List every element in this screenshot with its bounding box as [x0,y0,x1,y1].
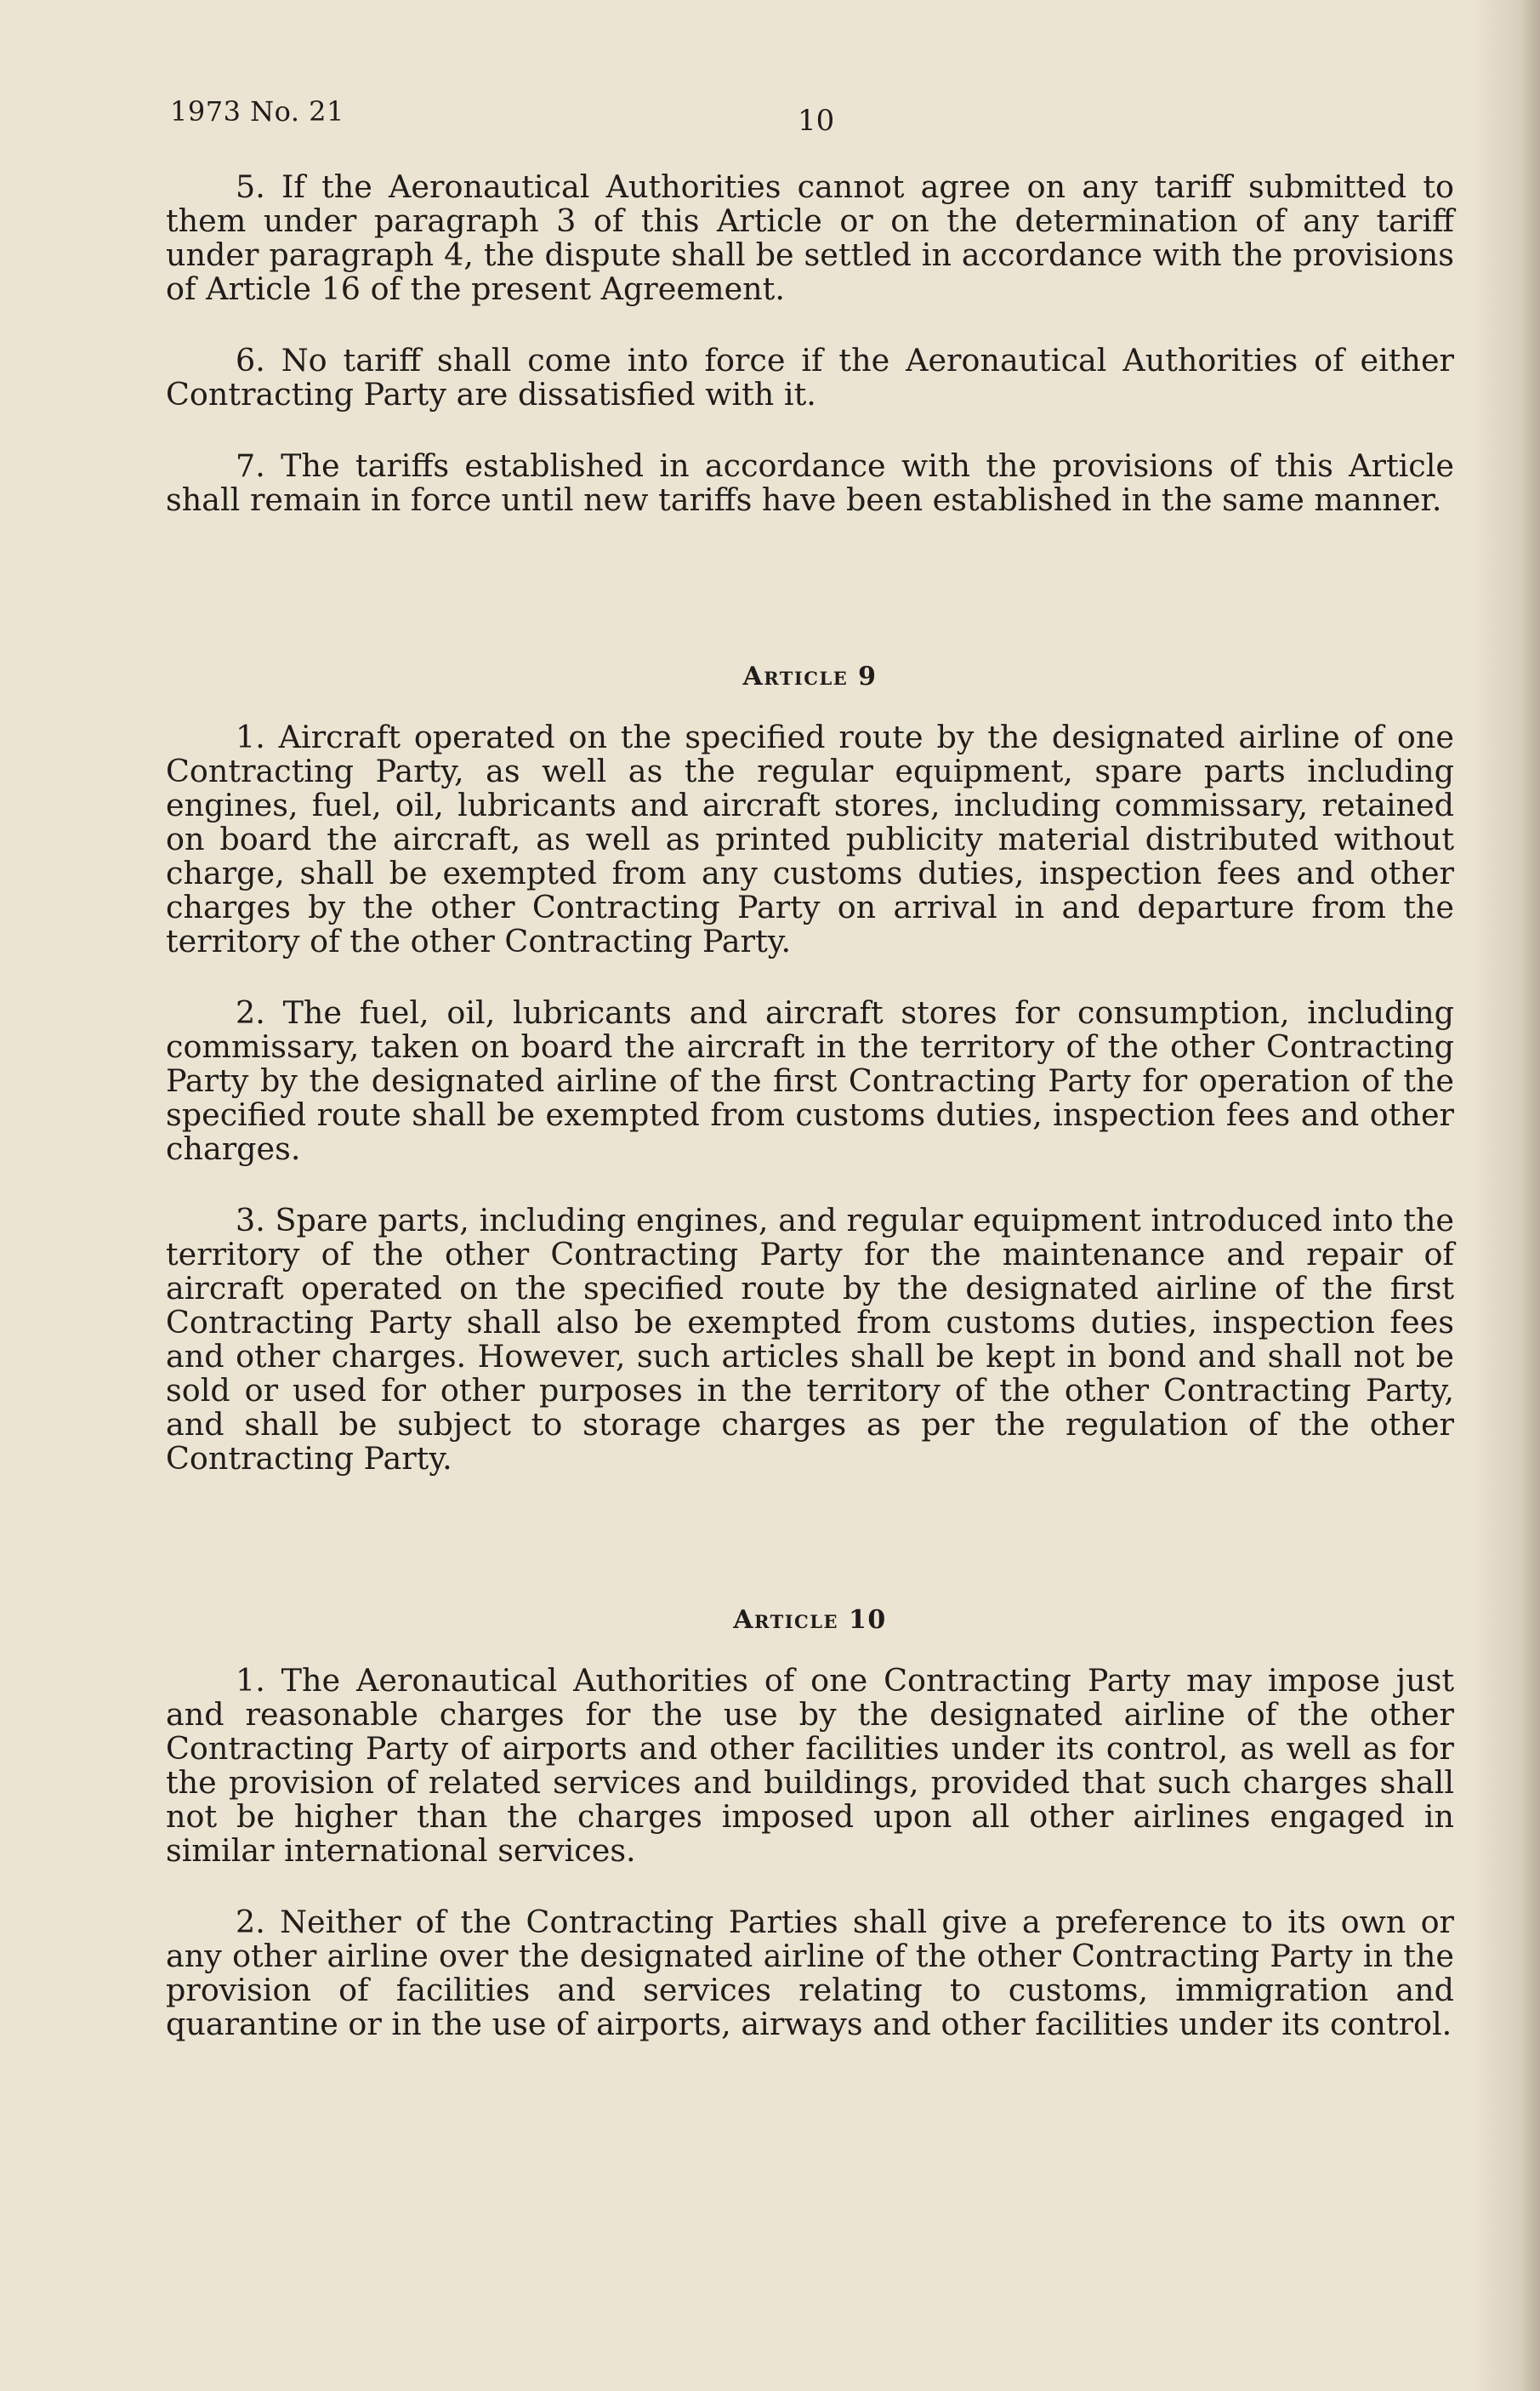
paragraph: 1. Aircraft operated on the specified route by the designated airline of one Contracting Party, as well as the regular equipment, spare parts including engines, fuel, oil, lubricants and aircraft stores, including commissary, retained on board the aircraft, as well as printed publicity material distributed without charge, shall be exempted from any customs duties, inspection fees and other charges by the other Contracting Party on arrival in and departure from the territory of the other Contracting Party. [166,719,1454,959]
paragraph: 6. No tariff shall come into force if the Aeronautical Authorities of either Contracting Party are dissatisfied with it. [166,342,1454,413]
page-number: 10 [798,104,835,138]
article-heading: Article 9 [742,662,878,692]
paragraph: 5. If the Aeronautical Authorities cannot agree on any tariff submitted to them under paragraph 3 of this Article or on the determination of any tariff under paragraph 4, the dispute shall be settled in accordance with the provisions of Article 16 of the present Agreement. [166,168,1454,307]
paragraph: 1. The Aeronautical Authorities of one Contracting Party may impose just and reasonable charges for the use by the designated airline of the other Contracting Party of airports and other facilities under its control, as well as for the provision of related services and buildings, provided that such charges shall not be higher than the charges imposed upon all other airlines engaged in similar international services. [166,1662,1454,1869]
document-reference: 1973 No. 21 [170,95,344,128]
page-header [170,95,1446,146]
paragraph: 2. Neither of the Contracting Parties shall give a preference to its own or any other airline over the designated airline of the other Contracting Party in the provision of facilities and services relating to customs, immigration and quarantine or in the use of airports, airways and other facilities under its control. [166,1904,1454,2042]
page-edge-shadow [1472,0,1540,2391]
article-heading: Article 10 [733,1605,887,1635]
paragraph: 2. The fuel, oil, lubricants and aircraft stores for consumption, including commissary, taken on board the aircraft in the territory of the other Contracting Party by the designated airline of the first Contracting Party for operation of the specified route shall be exempted from customs duties, inspection fees and other charges. [166,994,1454,1167]
paragraph: 3. Spare parts, including engines, and regular equipment introduced into the territory of the other Contracting Party for the maintenance and repair of aircraft operated on the specified route by the designated airline of the first Contracting Party shall also be exempted from customs duties, inspection fees and other charges. However, such articles shall be kept in bond and shall not be sold or used for other purposes in the territory of the other Contracting Party, and shall be subject to storage charges as per the regulation of the other Contracting Party. [166,1202,1454,1477]
document-body [166,170,1454,2041]
paragraph: 7. The tariffs established in accordance with the provisions of this Article shall remain in force until new tariffs have been established in the same manner. [166,447,1454,518]
